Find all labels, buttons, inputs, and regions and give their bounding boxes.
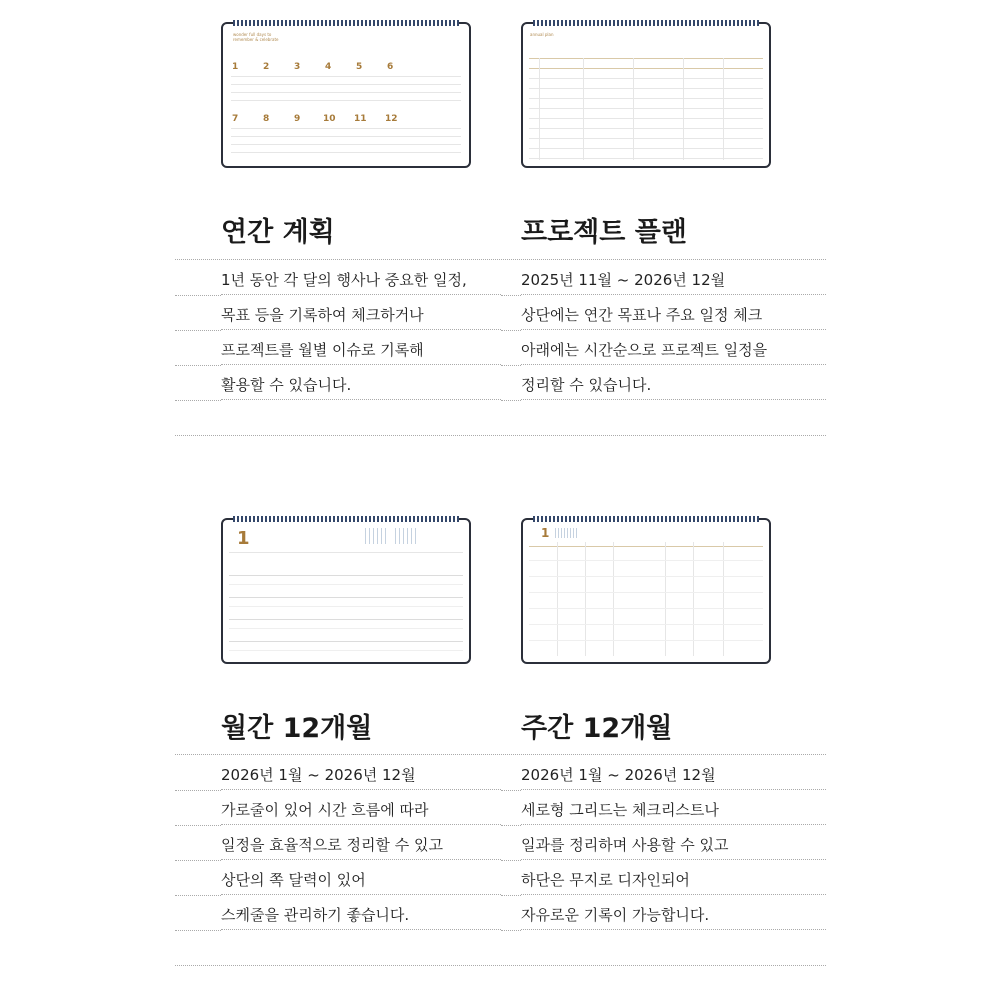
grid-line: [529, 148, 763, 149]
month-label: 7: [232, 114, 239, 124]
mini-calendar-icon: [395, 528, 419, 544]
month-label: 8: [263, 114, 270, 124]
mini-calendar-icon: [365, 528, 389, 544]
grid-line: [231, 144, 461, 145]
grid-line: [229, 606, 463, 607]
divider: [175, 365, 221, 366]
preview-month-number: 1: [237, 528, 250, 549]
divider: [175, 400, 221, 401]
month-label: 12: [385, 114, 398, 124]
grid-line: [229, 641, 463, 642]
grid-line: [231, 92, 461, 93]
monthly-line: 가로줄이 있어 시간 흐름에 따라: [221, 790, 501, 825]
divider: [501, 790, 521, 791]
month-label: 5: [356, 62, 363, 72]
month-label: 9: [294, 114, 301, 124]
grid-line: [529, 624, 763, 625]
weekly-preview: [521, 518, 771, 664]
month-label: 10: [323, 114, 336, 124]
grid-line: [529, 592, 763, 593]
divider: [175, 435, 826, 436]
month-label: 1: [232, 62, 239, 72]
grid-line: [229, 575, 463, 576]
divider: [501, 400, 521, 401]
divider: [175, 295, 221, 296]
divider: [175, 860, 221, 861]
annual-plan-title: 연간 계획: [221, 217, 335, 248]
divider: [501, 330, 521, 331]
grid-line: [231, 152, 461, 153]
divider: [501, 825, 521, 826]
annual-plan-preview: [221, 22, 471, 168]
grid-line: [529, 98, 763, 99]
monthly-line: 일정을 효율적으로 정리할 수 있고: [221, 825, 501, 860]
grid-line: [229, 619, 463, 620]
divider: [175, 330, 221, 331]
divider: [175, 825, 221, 826]
divider: [175, 965, 826, 966]
project-plan-preview: [521, 22, 771, 168]
monthly-preview: [221, 518, 471, 664]
preview-month-number: 1: [541, 526, 550, 540]
weekly-line: 일과를 정리하며 사용할 수 있고: [521, 825, 826, 860]
grid-line: [229, 552, 463, 553]
grid-line: [529, 118, 763, 119]
month-label: 6: [387, 62, 394, 72]
grid-line: [529, 560, 763, 561]
project-plan-line: 아래에는 시간순으로 프로젝트 일정을: [521, 330, 826, 365]
grid-line: [529, 78, 763, 79]
divider: [175, 895, 221, 896]
grid-line: [229, 628, 463, 629]
grid-line: [539, 58, 540, 160]
grid-line: [529, 88, 763, 89]
mini-calendar-icon: [555, 528, 577, 538]
grid-line: [229, 650, 463, 651]
grid-line: [529, 128, 763, 129]
weekly-title: 주간 12개월: [521, 713, 673, 744]
grid-line: [231, 76, 461, 77]
grid-line: [231, 100, 461, 101]
grid-line: [723, 58, 724, 160]
grid-line: [229, 584, 463, 585]
monthly-title: 월간 12개월: [221, 713, 373, 744]
grid-line: [231, 128, 461, 129]
grid-line: [583, 58, 584, 160]
grid-line: [529, 68, 763, 69]
monthly-line: 2026년 1월 ~ 2026년 12월: [221, 755, 501, 790]
annual-plan-line: 1년 동안 각 달의 행사나 중요한 일정,: [221, 260, 501, 295]
grid-line: [633, 58, 634, 160]
month-label: 3: [294, 62, 301, 72]
grid-line: [529, 608, 763, 609]
grid-line: [529, 138, 763, 139]
grid-line: [529, 640, 763, 641]
grid-line: [683, 58, 684, 160]
project-plan-title: 프로젝트 플랜: [521, 217, 687, 248]
grid-line: [529, 576, 763, 577]
month-label: 4: [325, 62, 332, 72]
weekly-line: 자유로운 기록이 가능합니다.: [521, 895, 826, 930]
grid-line: [229, 597, 463, 598]
project-plan-line: 2025년 11월 ~ 2026년 12월: [521, 260, 826, 295]
divider: [501, 365, 521, 366]
annual-plan-preview-heading: wonder full days to remember & celebrate: [233, 32, 279, 42]
weekly-line: 2026년 1월 ~ 2026년 12월: [521, 755, 826, 790]
divider: [501, 860, 521, 861]
annual-plan-line: 프로젝트를 월별 이슈로 기록해: [221, 330, 501, 365]
grid-line: [529, 58, 763, 59]
divider: [175, 930, 221, 931]
month-label: 2: [263, 62, 270, 72]
project-plan-line: 정리할 수 있습니다.: [521, 365, 826, 400]
monthly-line: 스케줄을 관리하기 좋습니다.: [221, 895, 501, 930]
grid-line: [529, 546, 763, 547]
divider: [501, 295, 521, 296]
grid-line: [529, 108, 763, 109]
divider: [175, 790, 221, 791]
grid-line: [231, 84, 461, 85]
divider: [501, 930, 521, 931]
annual-plan-line: 목표 등을 기록하여 체크하거나: [221, 295, 501, 330]
monthly-line: 상단의 쪽 달력이 있어: [221, 860, 501, 895]
grid-line: [529, 158, 763, 159]
grid-line: [231, 136, 461, 137]
divider: [501, 895, 521, 896]
month-label: 11: [354, 114, 367, 124]
annual-plan-line: 활용할 수 있습니다.: [221, 365, 501, 400]
weekly-line: 세로형 그리드는 체크리스트나: [521, 790, 826, 825]
project-plan-preview-heading: annual plan: [530, 32, 554, 37]
project-plan-line: 상단에는 연간 목표나 주요 일정 체크: [521, 295, 826, 330]
weekly-line: 하단은 무지로 디자인되어: [521, 860, 826, 895]
